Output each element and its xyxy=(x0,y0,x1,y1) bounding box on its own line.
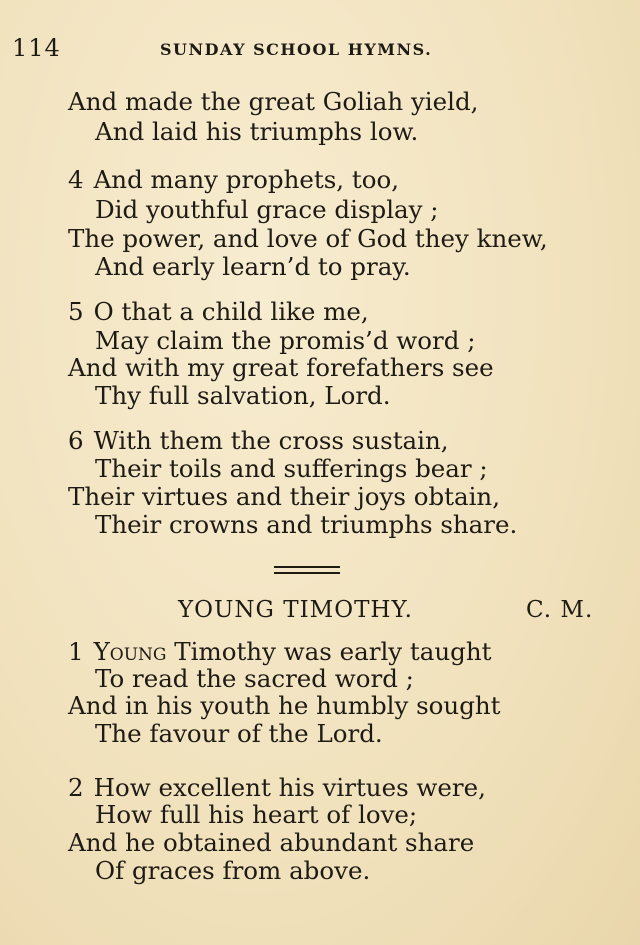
stanza-number: 5 xyxy=(68,297,84,326)
stanza-number: 6 xyxy=(68,426,84,455)
verse-line: Did youthful grace display ; xyxy=(95,195,439,224)
stanza-number: 4 xyxy=(68,165,84,194)
section-divider xyxy=(274,566,340,568)
verse-line: May claim the promis’d word ; xyxy=(95,326,476,355)
verse-line: And in his youth he humbly sought xyxy=(68,691,501,720)
verse-line: To read the sacred word ; xyxy=(95,664,414,693)
stanza-6-line-1: 6 With them the cross sustain, xyxy=(68,426,449,455)
verse-line: And with my great forefathers see xyxy=(68,353,494,382)
verse-line: Their crowns and triumphs share. xyxy=(95,510,518,539)
verse-line: And made the great Goliah yield, xyxy=(68,87,479,116)
verse-line: The favour of the Lord. xyxy=(95,719,383,748)
stanza-4-line-1: 4 And many prophets, too, xyxy=(68,165,400,194)
stanza-number: 2 xyxy=(68,773,84,802)
verse-line: And early learn’d to pray. xyxy=(95,252,411,281)
hymn-meter: C. M. xyxy=(526,597,594,623)
verse-line: Their virtues and their joys obtain, xyxy=(68,482,500,511)
hymn-stanza-1-line-1: 1 Young Timothy was early taught xyxy=(68,637,492,666)
verse-line: Their toils and sufferings bear ; xyxy=(95,454,488,483)
running-head: SUNDAY SCHOOL HYMNS. xyxy=(160,40,433,59)
section-divider xyxy=(274,572,340,574)
verse-line: Of graces from above. xyxy=(95,856,371,885)
page-number: 114 xyxy=(12,34,61,62)
verse-line: How full his heart of love; xyxy=(95,800,418,829)
stanza-number: 1 xyxy=(68,637,84,666)
stanza-5-line-1: 5 O that a child like me, xyxy=(68,297,369,326)
verse-line: Thy full salvation, Lord. xyxy=(95,381,391,410)
verse-line: And laid his triumphs low. xyxy=(95,117,419,146)
verse-line: The power, and love of God they knew, xyxy=(68,224,548,253)
hymn-title: YOUNG TIMOTHY. xyxy=(178,597,413,623)
hymn-stanza-2-line-1: 2 How excellent his virtues were, xyxy=(68,773,486,802)
verse-line: And he obtained abundant share xyxy=(68,828,475,857)
first-word: Young xyxy=(93,637,167,666)
